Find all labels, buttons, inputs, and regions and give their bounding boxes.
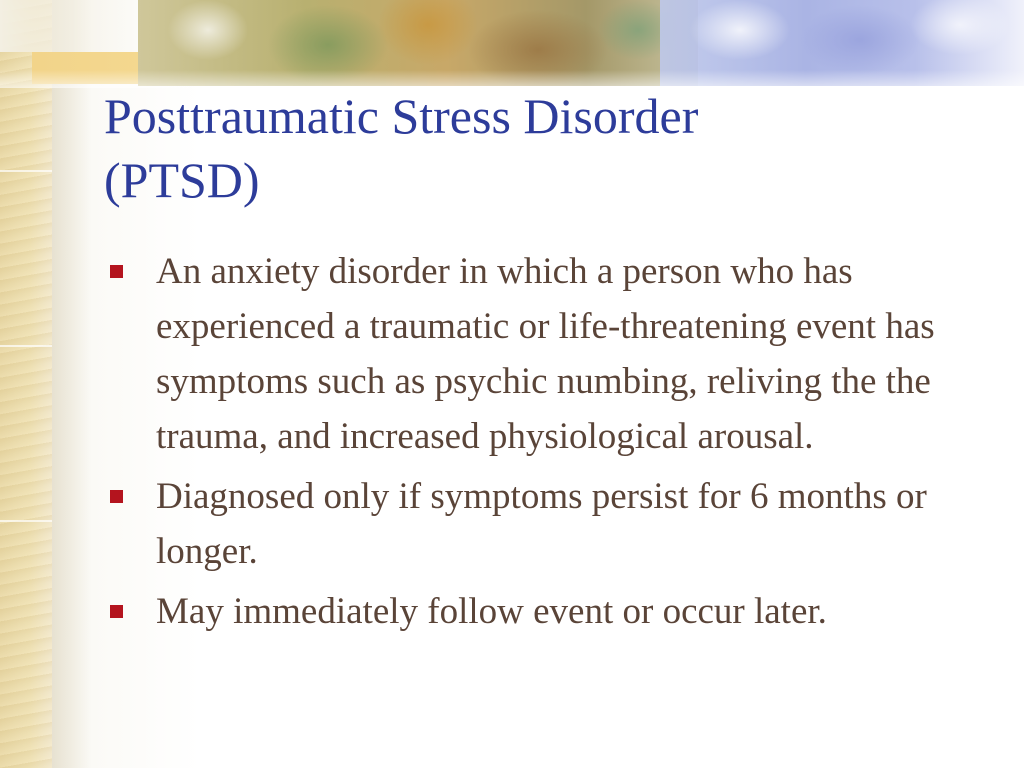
bullet-text: May immediately follow event or occur later. [156, 591, 827, 632]
square-bullet-icon [110, 265, 123, 278]
square-bullet-icon [110, 490, 123, 503]
slide-title [104, 84, 964, 212]
bullet-item [106, 469, 966, 579]
title-line-2: (PTSD) [104, 152, 260, 208]
strip-seam [0, 345, 52, 347]
banner-corner [0, 0, 150, 52]
decorative-banner [0, 0, 1024, 88]
bullet-item [106, 584, 966, 639]
square-bullet-icon [110, 605, 123, 618]
bullet-text: Diagnosed only if symptoms persist for 6 months or longer. [156, 476, 927, 572]
title-line-1: Posttraumatic Stress Disorder [104, 88, 699, 144]
bullet-list [106, 244, 966, 644]
bullet-text: An anxiety disorder in which a person who has experienced a traumatic or life-threatening event has symptoms such as psychic numbing, reliving the the trauma, and increased physiological arousal. [156, 251, 935, 457]
strip-seam [0, 520, 52, 522]
strip-shadow [52, 0, 92, 768]
strip-seam [0, 170, 52, 172]
parchment-strip [0, 0, 52, 768]
bullet-item [106, 244, 966, 464]
